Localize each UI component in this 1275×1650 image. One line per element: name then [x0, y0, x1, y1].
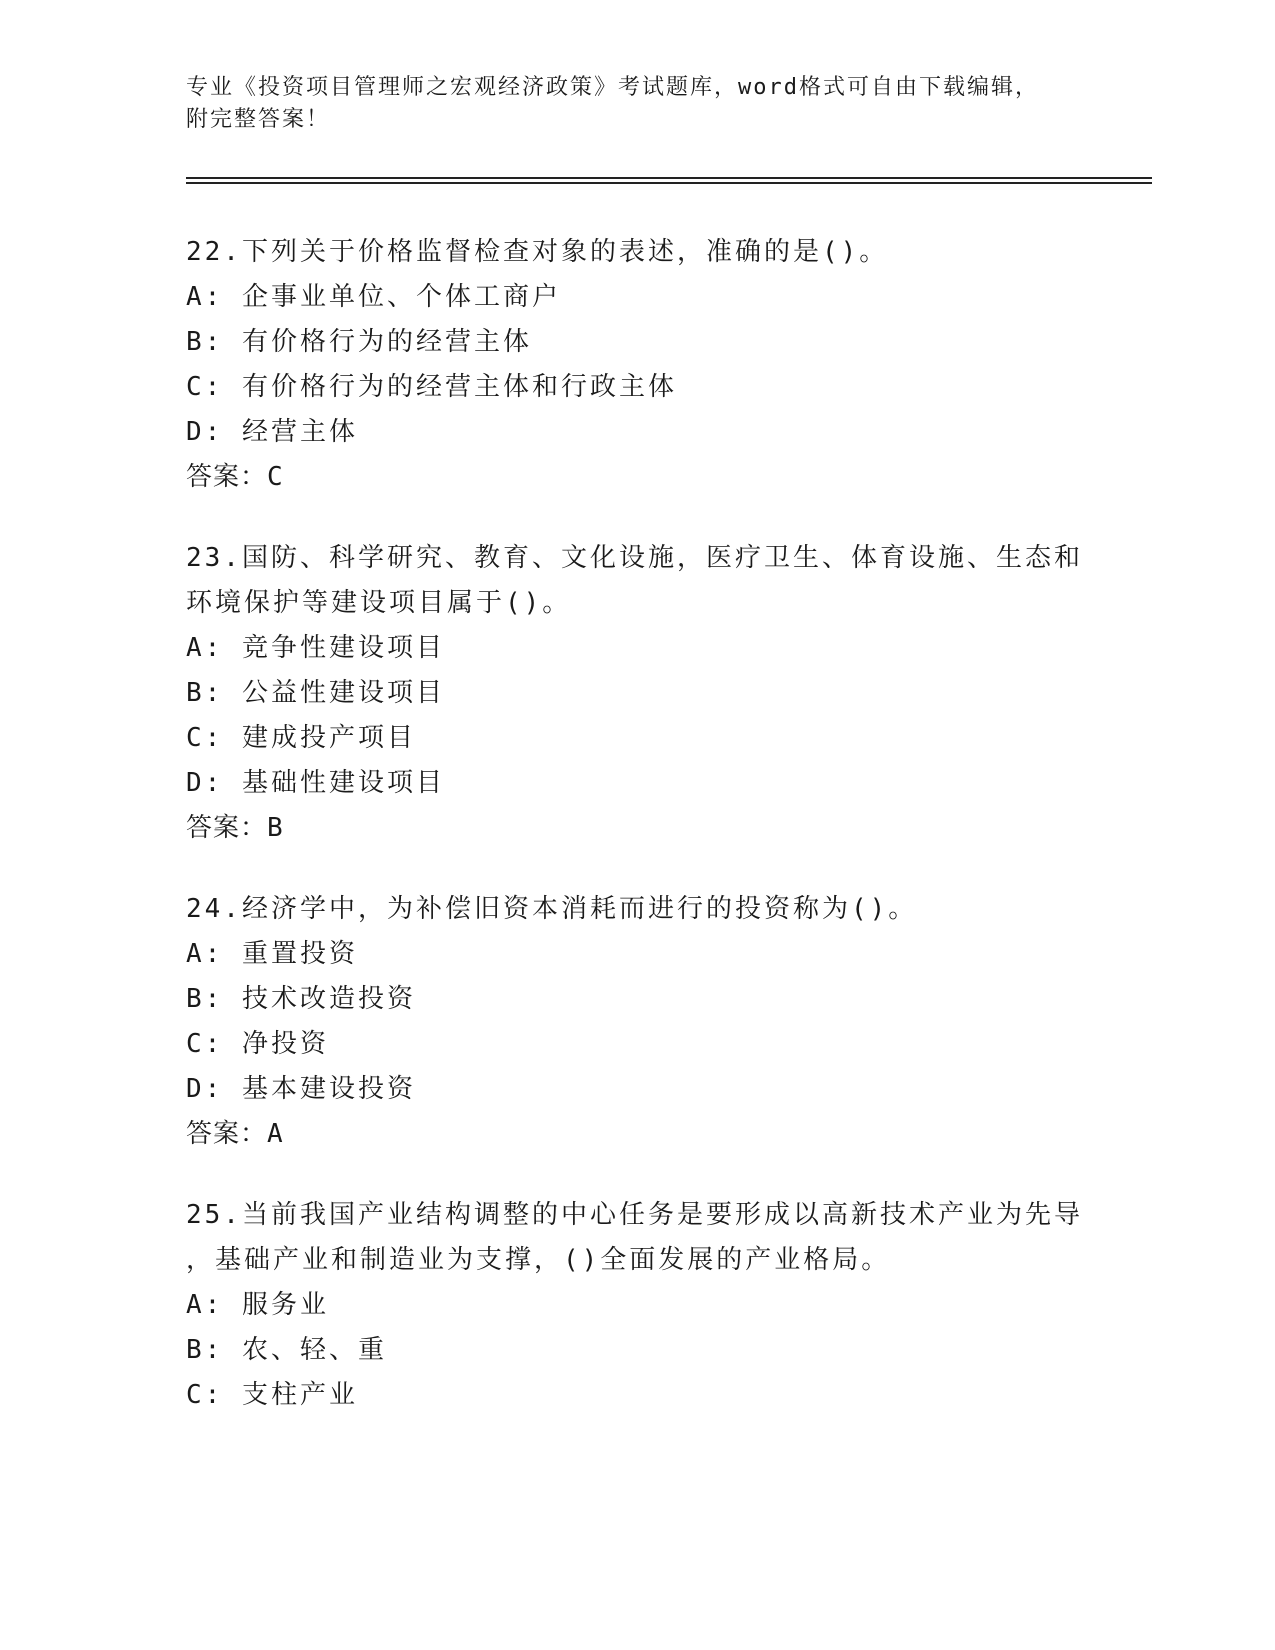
answer-option: D: 经营主体	[186, 417, 358, 447]
answer-option: D: 基本建设投资	[186, 1074, 416, 1104]
question-stem: 24.经济学中，为补偿旧资本消耗而进行的投资称为()。	[186, 894, 918, 924]
header-line-1: 专业《投资项目管理师之宏观经济政策》考试题库，word格式可自由下载编辑，	[186, 75, 1039, 100]
answer-option: C: 建成投产项目	[186, 723, 416, 753]
question-stem: 23.国防、科学研究、教育、文化设施，医疗卫生、体育设施、生态和	[186, 543, 1083, 573]
answer-option: B: 农、轻、重	[186, 1335, 387, 1365]
answer-option: D: 基础性建设项目	[186, 768, 445, 798]
question-stem: ，基础产业和制造业为支撑，()全面发展的产业格局。	[186, 1245, 891, 1275]
answer-option: A: 竞争性建设项目	[186, 633, 445, 663]
answer-option: C: 支柱产业	[186, 1380, 358, 1410]
answer-option: A: 企事业单位、个体工商户	[186, 282, 561, 312]
question-list	[186, 230, 1086, 1454]
answer-line	[186, 455, 1086, 500]
question-stem: 22.下列关于价格监督检查对象的表述，准确的是()。	[186, 237, 889, 267]
document-header	[186, 72, 1086, 136]
answer-line	[186, 806, 1086, 851]
answer-label: 答案：	[186, 462, 268, 492]
answer-option: A: 重置投资	[186, 939, 358, 969]
answer-value: B	[267, 813, 284, 843]
question-block	[186, 536, 1086, 851]
answer-option: C: 有价格行为的经营主体和行政主体	[186, 372, 677, 402]
answer-option: B: 有价格行为的经营主体	[186, 327, 532, 357]
question-block	[186, 230, 1086, 500]
header-divider-top	[186, 177, 1152, 179]
answer-line	[186, 1112, 1086, 1157]
question-block	[186, 887, 1086, 1157]
question-block	[186, 1193, 1086, 1418]
answer-value: A	[267, 1119, 284, 1149]
answer-label: 答案：	[186, 813, 268, 843]
question-stem: 环境保护等建设项目属于()。	[186, 588, 572, 618]
answer-option: B: 技术改造投资	[186, 984, 416, 1014]
answer-label: 答案：	[186, 1119, 268, 1149]
answer-option: B: 公益性建设项目	[186, 678, 445, 708]
header-line-2: 附完整答案！	[186, 107, 331, 132]
answer-option: A: 服务业	[186, 1290, 329, 1320]
header-divider-bottom	[186, 182, 1152, 184]
answer-value: C	[267, 462, 284, 492]
answer-option: C: 净投资	[186, 1029, 329, 1059]
question-stem: 25.当前我国产业结构调整的中心任务是要形成以高新技术产业为先导	[186, 1200, 1083, 1230]
